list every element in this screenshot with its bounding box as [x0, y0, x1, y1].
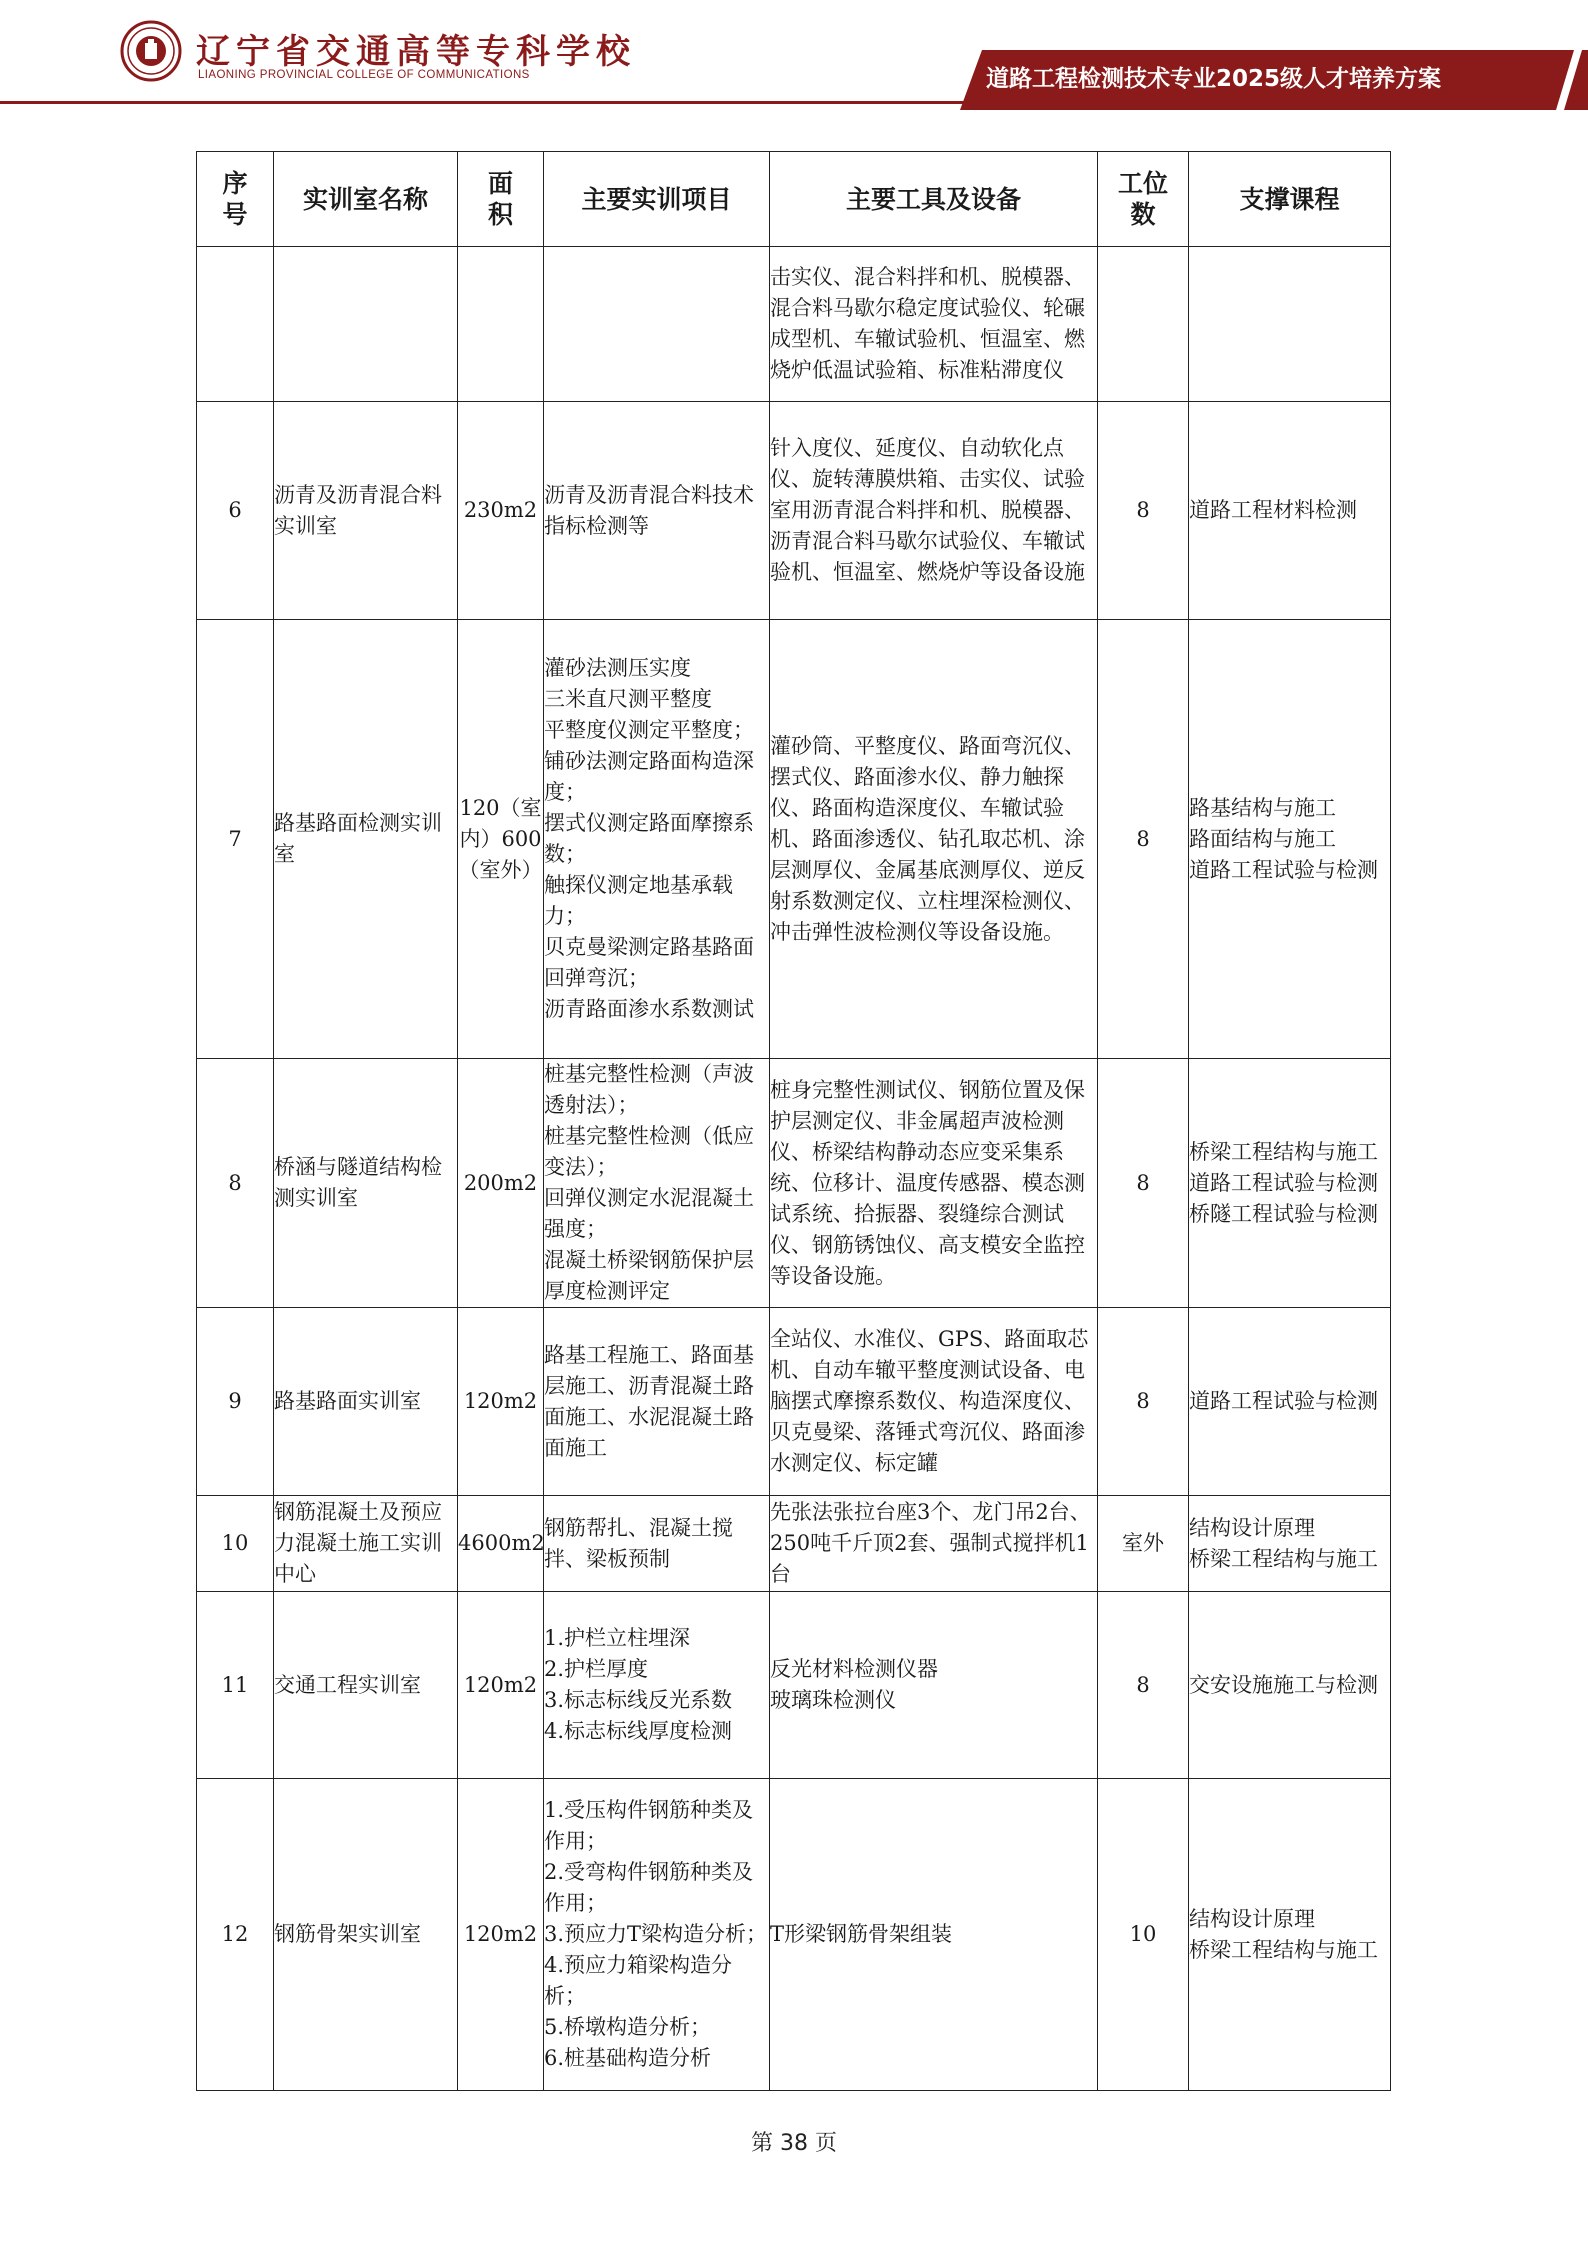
cell-equipment: 全站仪、水准仪、GPS、路面取芯机、自动车辙平整度测试设备、电脑摆式摩擦系数仪、构造深度仪、贝克曼梁、落锤式弯沉仪、路面渗水测定仪、标定罐	[770, 1308, 1098, 1496]
cell-area: 200m2	[458, 1059, 544, 1308]
school-seal-icon	[120, 20, 182, 82]
cell-stations: 8	[1098, 1592, 1189, 1779]
cell-courses: 道路工程试验与检测	[1189, 1308, 1391, 1496]
cell-no	[197, 247, 274, 402]
cell-projects: 桩基完整性检测（声波透射法）； 桩基完整性检测（低应变法）； 回弹仪测定水泥混凝土强度； 混凝土桥梁钢筋保护层厚度检测评定	[544, 1059, 770, 1308]
cell-no: 7	[197, 620, 274, 1059]
cell-stations: 室外	[1098, 1496, 1189, 1592]
cell-courses: 道路工程材料检测	[1189, 402, 1391, 620]
cell-equipment: 击实仪、混合料拌和机、脱模器、混合料马歇尔稳定度试验仪、轮碾成型机、车辙试验机、恒温室、燃烧炉低温试验箱、标准粘滞度仪	[770, 247, 1098, 402]
cell-room-name: 钢筋骨架实训室	[274, 1779, 458, 2091]
page-header	[0, 0, 1588, 110]
cell-stations: 8	[1098, 402, 1189, 620]
header-room-name: 实训室名称	[274, 152, 458, 247]
cell-no: 11	[197, 1592, 274, 1779]
table-row	[197, 620, 1391, 1059]
header-projects: 主要实训项目	[544, 152, 770, 247]
cell-projects: 1.护栏立柱埋深 2.护栏厚度 3.标志标线反光系数 4.标志标线厚度检测	[544, 1592, 770, 1779]
cell-stations: 8	[1098, 1308, 1189, 1496]
cell-room-name: 桥涵与隧道结构检测实训室	[274, 1059, 458, 1308]
header-divider	[0, 101, 1000, 104]
header-courses: 支撑课程	[1189, 152, 1391, 247]
cell-equipment: 桩身完整性测试仪、钢筋位置及保护层测定仪、非金属超声波检测仪、桥梁结构静动态应变采集系统、位移计、温度传感器、模态测试系统、拾振器、裂缝综合测试仪、钢筋锈蚀仪、高支模安全监控等设备设施。	[770, 1059, 1098, 1308]
table-row	[197, 1308, 1391, 1496]
cell-courses: 结构设计原理 桥梁工程结构与施工	[1189, 1779, 1391, 2091]
cell-no: 12	[197, 1779, 274, 2091]
cell-room-name: 交通工程实训室	[274, 1592, 458, 1779]
cell-equipment: 针入度仪、延度仪、自动软化点仪、旋转薄膜烘箱、击实仪、试验室用沥青混合料拌和机、脱模器、沥青混合料马歇尔试验仪、车辙试验机、恒温室、燃烧炉等设备设施	[770, 402, 1098, 620]
cell-area: 120m2	[458, 1779, 544, 2091]
table-header-row	[197, 152, 1391, 247]
cell-area: 120m2	[458, 1308, 544, 1496]
cell-courses: 路基结构与施工 路面结构与施工 道路工程试验与检测	[1189, 620, 1391, 1059]
cell-projects: 沥青及沥青混合料技术指标检测等	[544, 402, 770, 620]
cell-room-name: 沥青及沥青混合料实训室	[274, 402, 458, 620]
cell-area: 120m2	[458, 1592, 544, 1779]
table-row	[197, 1059, 1391, 1308]
cell-area: 230m2	[458, 402, 544, 620]
cell-stations: 10	[1098, 1779, 1189, 2091]
cell-room-name: 路基路面实训室	[274, 1308, 458, 1496]
table-row	[197, 1592, 1391, 1779]
cell-projects: 路基工程施工、路面基层施工、沥青混凝土路面施工、水泥混凝土路面施工	[544, 1308, 770, 1496]
cell-room-name	[274, 247, 458, 402]
cell-courses: 桥梁工程结构与施工 道路工程试验与检测 桥隧工程试验与检测	[1189, 1059, 1391, 1308]
cell-no: 10	[197, 1496, 274, 1592]
cell-projects: 钢筋帮扎、混凝土搅拌、梁板预制	[544, 1496, 770, 1592]
cell-projects	[544, 247, 770, 402]
document-title: 道路工程检测技术专业2025级人才培养方案	[986, 66, 1442, 92]
cell-equipment: 先张法张拉台座3个、龙门吊2台、250吨千斤顶2套、强制式搅拌机1台	[770, 1496, 1098, 1592]
cell-equipment: 灌砂筒、平整度仪、路面弯沉仪、摆式仪、路面渗水仪、静力触探仪、路面构造深度仪、车辙试验机、路面渗透仪、钻孔取芯机、涂层测厚仪、金属基底测厚仪、逆反射系数测定仪、立柱埋深检测仪、冲击弹性波检测仪等设备设施。	[770, 620, 1098, 1059]
cell-no: 6	[197, 402, 274, 620]
cell-stations: 8	[1098, 620, 1189, 1059]
cell-courses: 交安设施施工与检测	[1189, 1592, 1391, 1779]
cell-projects: 1.受压构件钢筋种类及作用； 2.受弯构件钢筋种类及作用； 3.预应力T梁构造分析； 4.预应力箱梁构造分析； 5.桥墩构造分析； 6.桩基础构造分析	[544, 1779, 770, 2091]
page-number: 第 38 页	[751, 2131, 837, 2156]
cell-room-name: 钢筋混凝土及预应力混凝土施工实训中心	[274, 1496, 458, 1592]
cell-area	[458, 247, 544, 402]
training-room-table	[196, 151, 1391, 2091]
table-row	[197, 402, 1391, 620]
cell-no: 9	[197, 1308, 274, 1496]
cell-courses	[1189, 247, 1391, 402]
table-row	[197, 1779, 1391, 2091]
cell-stations: 8	[1098, 1059, 1189, 1308]
cell-equipment: T形梁钢筋骨架组装	[770, 1779, 1098, 2091]
school-name: 辽宁省交通高等专科学校	[196, 32, 636, 72]
header-no: 序 号	[197, 152, 274, 247]
cell-stations	[1098, 247, 1189, 402]
school-name-english: LIAONING PROVINCIAL COLLEGE OF COMMUNICATIONS	[198, 69, 530, 81]
cell-projects: 灌砂法测压实度 三米直尺测平整度 平整度仪测定平整度； 铺砂法测定路面构造深度； 摆式仪测定路面摩擦系数； 触探仪测定地基承载力； 贝克曼梁测定路基路面回弹弯沉； 沥青路面渗水系数测试	[544, 620, 770, 1059]
cell-room-name: 路基路面检测实训室	[274, 620, 458, 1059]
table-row	[197, 1496, 1391, 1592]
table-row	[197, 247, 1391, 402]
header-stations: 工位 数	[1098, 152, 1189, 247]
cell-area: 4600m2	[458, 1496, 544, 1592]
header-area: 面 积	[458, 152, 544, 247]
header-equipment: 主要工具及设备	[770, 152, 1098, 247]
cell-area: 120（室内）600（室外）	[458, 620, 544, 1059]
cell-equipment: 反光材料检测仪器 玻璃珠检测仪	[770, 1592, 1098, 1779]
cell-courses: 结构设计原理 桥梁工程结构与施工	[1189, 1496, 1391, 1592]
cell-no: 8	[197, 1059, 274, 1308]
